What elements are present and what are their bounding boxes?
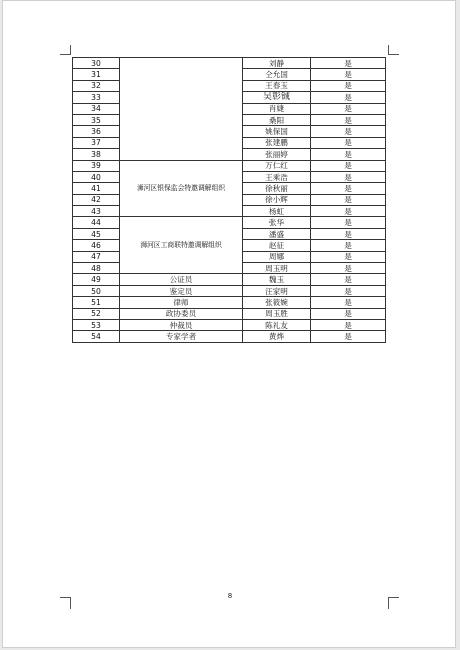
group-cell: 律师 bbox=[120, 297, 243, 308]
member-name: 周娜 bbox=[243, 251, 311, 262]
group-banking: 浉河区银保监会特邀调解组织 bbox=[120, 160, 243, 217]
member-name: 肖婕 bbox=[243, 103, 311, 114]
group-cell: 仲裁员 bbox=[120, 319, 243, 330]
member-name: 张丽婷 bbox=[243, 149, 311, 160]
row-number: 54 bbox=[73, 331, 120, 342]
group-cell: 专家学者 bbox=[120, 331, 243, 342]
flag-cell: 是 bbox=[311, 126, 386, 137]
member-name: 徐小辉 bbox=[243, 194, 311, 205]
flag-cell: 是 bbox=[311, 274, 386, 285]
row-number: 34 bbox=[73, 103, 120, 114]
row-number: 51 bbox=[73, 297, 120, 308]
row-number: 31 bbox=[73, 69, 120, 80]
member-name: 魏玉 bbox=[243, 274, 311, 285]
row-number: 44 bbox=[73, 217, 120, 228]
flag-cell: 是 bbox=[311, 160, 386, 171]
member-name: 万仁红 bbox=[243, 160, 311, 171]
member-name: 潘盛 bbox=[243, 228, 311, 239]
row-number: 48 bbox=[73, 263, 120, 274]
flag-cell: 是 bbox=[311, 217, 386, 228]
member-name: 杨虹 bbox=[243, 206, 311, 217]
crop-mark-top-left bbox=[70, 45, 71, 55]
flag-cell: 是 bbox=[311, 194, 386, 205]
page-number: 8 bbox=[227, 592, 233, 600]
member-name: 徐秋丽 bbox=[243, 183, 311, 194]
flag-cell: 是 bbox=[311, 137, 386, 148]
flag-cell: 是 bbox=[311, 80, 386, 91]
document-page bbox=[2, 0, 456, 648]
member-name: 桑阳 bbox=[243, 114, 311, 125]
member-name: 周玉胜 bbox=[243, 308, 311, 319]
flag-cell: 是 bbox=[311, 263, 386, 274]
flag-cell: 是 bbox=[311, 285, 386, 296]
row-number: 47 bbox=[73, 251, 120, 262]
row-number: 30 bbox=[73, 58, 120, 69]
flag-cell: 是 bbox=[311, 251, 386, 262]
flag-cell: 是 bbox=[311, 149, 386, 160]
row-number: 43 bbox=[73, 206, 120, 217]
member-name: 张建鹏 bbox=[243, 137, 311, 148]
flag-cell: 是 bbox=[311, 58, 386, 69]
crop-mark-top-right-h bbox=[389, 54, 399, 55]
flag-cell: 是 bbox=[311, 92, 386, 103]
table-row bbox=[73, 217, 386, 228]
mediator-table bbox=[72, 57, 386, 343]
member-name: 姚保国 bbox=[243, 126, 311, 137]
row-number: 45 bbox=[73, 228, 120, 239]
row-number: 46 bbox=[73, 240, 120, 251]
member-name: 刘静 bbox=[243, 58, 311, 69]
member-name: 张筱婉 bbox=[243, 297, 311, 308]
row-number: 52 bbox=[73, 308, 120, 319]
flag-cell: 是 bbox=[311, 319, 386, 330]
flag-cell: 是 bbox=[311, 114, 386, 125]
table-row bbox=[73, 160, 386, 171]
member-name: 陈礼友 bbox=[243, 319, 311, 330]
row-number: 42 bbox=[73, 194, 120, 205]
row-number: 50 bbox=[73, 285, 120, 296]
flag-cell: 是 bbox=[311, 331, 386, 342]
table-row bbox=[73, 308, 386, 319]
flag-cell: 是 bbox=[311, 183, 386, 194]
group-cell: 公证员 bbox=[120, 274, 243, 285]
flag-cell: 是 bbox=[311, 206, 386, 217]
flag-cell: 是 bbox=[311, 297, 386, 308]
table-row bbox=[73, 297, 386, 308]
member-name: 王乘浩 bbox=[243, 171, 311, 182]
member-name: 周玉明 bbox=[243, 263, 311, 274]
member-name: 黄烨 bbox=[243, 331, 311, 342]
row-number: 33 bbox=[73, 92, 120, 103]
flag-cell: 是 bbox=[311, 171, 386, 182]
table-row bbox=[73, 285, 386, 296]
row-number: 35 bbox=[73, 114, 120, 125]
row-number: 41 bbox=[73, 183, 120, 194]
row-number: 39 bbox=[73, 160, 120, 171]
group-commerce: 浉河区工商联特邀调解组织 bbox=[120, 217, 243, 274]
member-name: 仝允国 bbox=[243, 69, 311, 80]
member-name: 吴彰铖 bbox=[243, 92, 311, 103]
row-number: 38 bbox=[73, 149, 120, 160]
flag-cell: 是 bbox=[311, 69, 386, 80]
member-name: 汪家明 bbox=[243, 285, 311, 296]
member-name: 赵征 bbox=[243, 240, 311, 251]
row-number: 53 bbox=[73, 319, 120, 330]
crop-mark-top-left-h bbox=[60, 54, 70, 55]
flag-cell: 是 bbox=[311, 308, 386, 319]
group-cell-empty bbox=[120, 58, 243, 161]
flag-cell: 是 bbox=[311, 228, 386, 239]
row-number: 32 bbox=[73, 80, 120, 91]
table-row bbox=[73, 274, 386, 285]
row-number: 40 bbox=[73, 171, 120, 182]
member-name: 王春玉 bbox=[243, 80, 311, 91]
row-number: 49 bbox=[73, 274, 120, 285]
table-row bbox=[73, 319, 386, 330]
group-cell: 鉴定员 bbox=[120, 285, 243, 296]
table-row bbox=[73, 58, 386, 69]
table-row bbox=[73, 331, 386, 342]
flag-cell: 是 bbox=[311, 240, 386, 251]
member-name: 张华 bbox=[243, 217, 311, 228]
row-number: 36 bbox=[73, 126, 120, 137]
row-number: 37 bbox=[73, 137, 120, 148]
group-cell: 政协委员 bbox=[120, 308, 243, 319]
flag-cell: 是 bbox=[311, 103, 386, 114]
